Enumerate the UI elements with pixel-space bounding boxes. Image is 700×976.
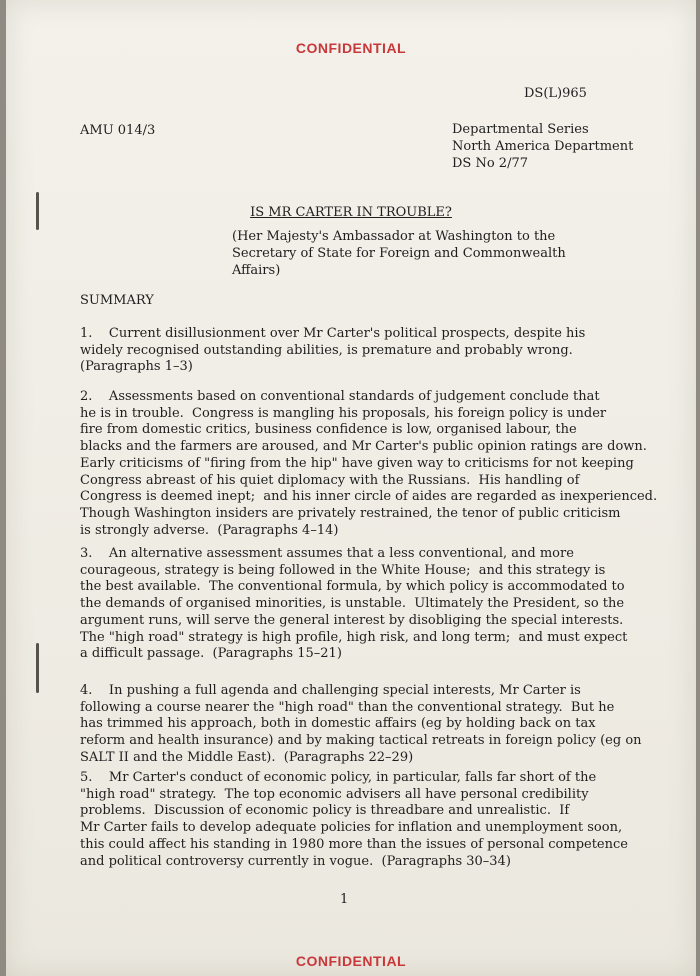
text-line: this could affect his standing in 1980 more than the issues of personal competence — [80, 836, 628, 852]
text-line: Mr Carter fails to develop adequate policies for inflation and unemployment soon, — [80, 820, 623, 836]
staple-bottom — [36, 643, 39, 693]
text-line: Early criticisms of "firing from the hip" have given way to criticisms for not keeping — [80, 455, 634, 471]
text-line: 2. Assessments based on conventional standards of judgement conclude that — [80, 389, 600, 404]
dept-line: DS No 2/77 — [452, 156, 528, 171]
text-line: reform and health insurance) and by making tactical retreats in foreign policy (eg on — [80, 733, 642, 749]
text-line: widely recognised outstanding abilities, is premature and probably wrong. — [80, 342, 573, 358]
text-line: he is in trouble. Congress is mangling his proposals, his foreign policy is under — [80, 405, 607, 421]
text-line: (Paragraphs 1–3) — [80, 359, 193, 375]
text-line: 1. Current disillusionment over Mr Carter's political prospects, despite his — [80, 326, 586, 341]
text-line: fire from domestic critics, business confidence is low, organised labour, the — [80, 422, 577, 438]
text-line: has trimmed his approach, both in domestic affairs (eg by holding back on tax — [80, 716, 596, 732]
text-line: 4. In pushing a full agenda and challenging special interests, Mr Carter is — [80, 683, 581, 698]
text-line: The "high road" strategy is high profile, high risk, and long term; and must expect — [80, 629, 628, 645]
classification-top: CONFIDENTIAL — [295, 40, 407, 56]
text-line: argument runs, will serve the general interest by disobliging the special interests. — [80, 612, 624, 628]
summary-heading: SUMMARY — [80, 293, 154, 308]
department-block — [452, 121, 633, 172]
byline — [232, 228, 566, 279]
text-line: courageous, strategy is being followed in the White House; and this strategy is — [80, 562, 606, 578]
text-line: is strongly adverse. (Paragraphs 4–14) — [80, 522, 339, 538]
byline-line: (Her Majesty's Ambassador at Washington to the — [232, 229, 556, 244]
document-page — [6, 0, 696, 976]
byline-line: Secretary of State for Foreign and Commonwealth — [232, 246, 566, 261]
dept-line: Departmental Series — [452, 122, 589, 137]
text-line: Congress is deemed inept; and his inner circle of aides are regarded as inexperienced. — [80, 489, 658, 505]
text-line: 5. Mr Carter's conduct of economic policy, in particular, falls far short of the — [80, 770, 597, 785]
text-line: blacks and the farmers are aroused, and Mr Carter's public opinion ratings are down. — [80, 439, 647, 455]
text-line: the best available. The conventional formula, by which policy is accommodated to — [80, 579, 625, 595]
text-line: following a course nearer the "high road" than the conventional strategy. But he — [80, 699, 615, 715]
text-line: SALT II and the Middle East). (Paragraphs 22–29) — [80, 749, 414, 765]
text-line: "high road" strategy. The top economic advisers all have personal credibility — [80, 786, 589, 802]
paragraph-3 — [80, 546, 680, 663]
paragraph-2 — [80, 389, 680, 539]
paragraph-5 — [80, 770, 680, 870]
document-title: IS MR CARTER IN TROUBLE? — [250, 205, 452, 220]
classification-bottom: CONFIDENTIAL — [295, 953, 407, 969]
text-line: Congress abreast of his quiet diplomacy with the Russians. His handling of — [80, 472, 580, 488]
text-line: 3. An alternative assessment assumes that a less conventional, and more — [80, 546, 574, 561]
text-line: Though Washington insiders are privately restrained, the tenor of public criticism — [80, 505, 621, 521]
paragraph-4 — [80, 683, 680, 767]
text-line: a difficult passage. (Paragraphs 15–21) — [80, 646, 342, 662]
file-ref: AMU 014/3 — [80, 123, 156, 138]
byline-line: Affairs) — [232, 263, 281, 278]
text-line: and political controversy currently in vogue. (Paragraphs 30–34) — [80, 853, 511, 869]
page-number: 1 — [340, 892, 349, 907]
paragraph-1 — [80, 326, 680, 376]
text-line: problems. Discussion of economic policy is threadbare and unrealistic. If — [80, 803, 570, 819]
doc-ref: DS(L)965 — [524, 86, 587, 101]
text-line: the demands of organised minorities, is unstable. Ultimately the President, so the — [80, 596, 625, 612]
dept-line: North America Department — [452, 139, 634, 154]
